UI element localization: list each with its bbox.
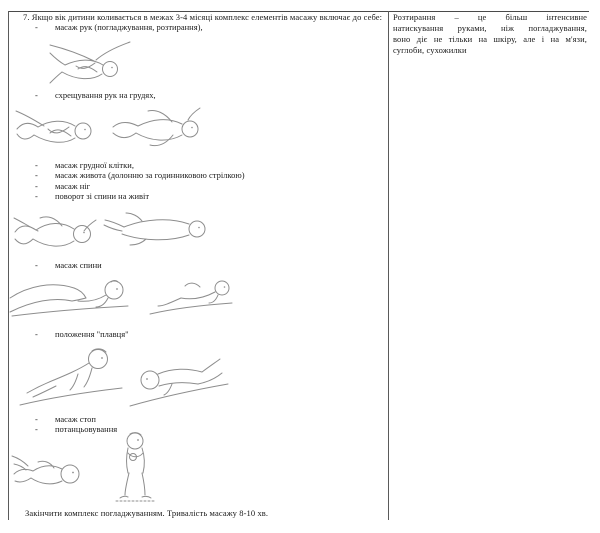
section-heading: 7. Якщо вік дитини коливається в межах 3-4 місяці комплекс елементів масажу включає до себе:	[23, 12, 383, 22]
closing-note: Закінчити комплекс погладжуванням. Тривалість масажу 8-10 хв.	[25, 508, 269, 518]
bullet-dash: -	[35, 424, 38, 434]
rubbing-definition-line: суглоби, сухожилки	[393, 45, 467, 55]
arms-crossing-illustration-right	[110, 103, 202, 148]
list-item-swimmer-position	[35, 329, 129, 339]
bullet-dash: -	[35, 160, 38, 170]
arm-massage-illustration	[48, 40, 132, 88]
list-item-label: масаж ніг	[55, 181, 91, 191]
table-column-divider	[388, 11, 389, 520]
bullet-dash: -	[35, 22, 38, 32]
list-item-label: масаж рук (погладжування, розтирання),	[55, 22, 203, 32]
swimmer-position-illustration-right	[128, 356, 230, 408]
bullet-dash: -	[35, 90, 38, 100]
bullet-dash: -	[35, 329, 38, 339]
list-item-label: масаж спини	[55, 260, 102, 270]
list-item-foot-massage	[35, 414, 96, 424]
swimmer-position-illustration-left	[18, 344, 124, 408]
rubbing-definition-line: воно діє не тільки на шкіру, але і на м'язи,	[393, 34, 587, 44]
list-item-arm-massage	[35, 22, 203, 32]
list-item-label: схрещування рук на грудях,	[55, 90, 156, 100]
list-item-arms-crossing	[35, 90, 156, 100]
list-item-label: поворот зі спини на живіт	[55, 191, 150, 201]
bullet-dash: -	[35, 191, 38, 201]
dancing-baby-illustration	[112, 430, 158, 504]
list-item-label: потанцьовування	[55, 424, 118, 434]
rubbing-definition-cell	[393, 12, 587, 56]
list-item-label: положення "плавця"	[55, 329, 129, 339]
list-item-label: масаж живота (долонню за годинниковою стрілкою)	[55, 170, 245, 180]
belly-turn-illustration-right	[102, 209, 208, 247]
foot-massage-illustration	[10, 450, 90, 498]
list-item-dancing	[35, 424, 117, 434]
bullet-dash: -	[35, 260, 38, 270]
rubbing-definition-line: Розтирання – це більш інтенсивне	[393, 12, 587, 22]
table-left-border	[8, 11, 9, 520]
belly-turn-illustration-left	[12, 206, 98, 254]
bullet-dash: -	[35, 414, 38, 424]
list-item-leg-massage	[35, 181, 90, 191]
arms-crossing-illustration-left	[14, 102, 98, 149]
bullet-dash: -	[35, 181, 38, 191]
list-item-turn-over	[35, 191, 149, 201]
list-item-belly-massage	[35, 170, 245, 180]
list-item-chest-massage	[35, 160, 134, 170]
back-massage-illustration-right	[148, 273, 234, 317]
back-massage-illustration-left	[8, 268, 130, 318]
rubbing-definition-line: натискування руками, ніж погладжування,	[393, 23, 587, 33]
list-item-label: масаж грудної клітки,	[55, 160, 134, 170]
bullet-dash: -	[35, 170, 38, 180]
list-item-label: масаж стоп	[55, 414, 96, 424]
